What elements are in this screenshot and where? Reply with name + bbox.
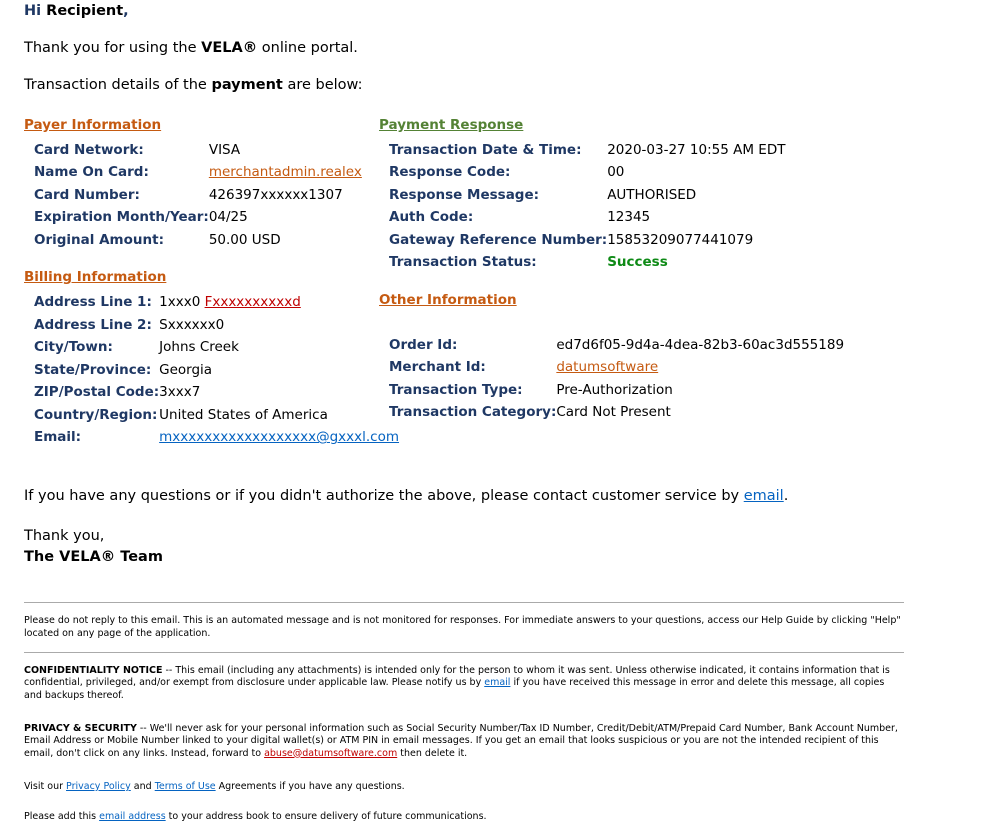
agreements-line xyxy=(24,769,904,793)
field-label: Auth Code: xyxy=(389,209,474,226)
field-label: Transaction Date & Time: xyxy=(389,141,582,158)
abuse-email-link[interactable]: abuse@datumsoftware.com xyxy=(264,747,398,759)
signoff-brand: VELA® xyxy=(59,549,116,566)
greeting-hi: Hi xyxy=(24,3,47,19)
confidentiality-email-link[interactable]: email xyxy=(484,677,511,689)
field-value: 12345 xyxy=(607,209,651,226)
intro-line-1 xyxy=(24,21,970,58)
field-label: Order Id: xyxy=(389,336,458,353)
table-row xyxy=(34,210,362,233)
field-label: Merchant Id: xyxy=(389,359,486,376)
field-label: City/Town: xyxy=(34,339,113,356)
table-row xyxy=(34,408,399,431)
greeting-line xyxy=(24,0,970,21)
table-row xyxy=(389,210,785,233)
field-value-link[interactable]: datumsoftware xyxy=(556,359,659,376)
table-row xyxy=(389,188,785,211)
field-label: Response Message: xyxy=(389,186,540,203)
table-row xyxy=(389,338,844,361)
billing-information-table xyxy=(34,295,399,453)
intro-post: online portal. xyxy=(257,39,358,56)
address-book-line xyxy=(24,799,904,823)
billing-information-heading: Billing Information xyxy=(24,269,167,286)
table-row xyxy=(34,233,362,256)
other-information-block xyxy=(379,292,970,428)
field-value: ed7d6f05-9d4a-4dea-82b3-60ac3d555189 xyxy=(556,336,845,353)
table-row xyxy=(34,385,399,408)
table-row xyxy=(389,255,785,278)
privacy-text-pre: -- We'll never ask for your personal information such as Social Security Number/Tax ID Number, Credit/Debit/ATM/Prepaid Card Number, Bank Account Number, Email Address or Mobile Number linked to your digital wallet(s) or ATM PIN in email messages. If you get an email that looks suspicious or you are not the intended recipient of this email, don't click on any links. Instead, forward to xyxy=(24,723,898,759)
brand-name: VELA® xyxy=(201,39,258,56)
field-label: Country/Region: xyxy=(34,406,158,423)
field-label: Transaction Category: xyxy=(389,404,557,421)
terms-of-use-link[interactable]: Terms of Use xyxy=(154,781,216,793)
table-row xyxy=(34,295,399,318)
signoff xyxy=(24,506,970,568)
table-row xyxy=(34,430,399,453)
details-columns xyxy=(24,117,970,453)
left-column xyxy=(24,116,400,453)
field-label: Expiration Month/Year: xyxy=(34,209,209,226)
table-row xyxy=(34,363,399,386)
intro-line-2 xyxy=(24,58,970,95)
payer-information-heading: Payer Information xyxy=(24,116,162,133)
field-value: AUTHORISED xyxy=(607,186,697,203)
greeting-comma: , xyxy=(123,3,129,19)
field-value: Johns Creek xyxy=(159,339,239,356)
addbook-pre: Please add this xyxy=(24,811,100,823)
field-value: 2020-03-27 10:55 AM EDT xyxy=(607,141,786,158)
field-label: State/Province: xyxy=(34,361,152,378)
closing-text-pre: If you have any questions or if you didn't authorize the above, please contact customer service by xyxy=(24,487,744,504)
table-row xyxy=(389,360,844,383)
table-row xyxy=(34,188,362,211)
table-row xyxy=(34,143,362,166)
signoff-line-1: Thank you, xyxy=(24,528,105,545)
table-row xyxy=(389,233,785,256)
signoff-post: Team xyxy=(115,549,163,566)
privacy-security-notice xyxy=(24,711,904,760)
address-street-token: Fxxxxxxxxxxd xyxy=(204,294,301,311)
field-value: 50.00 USD xyxy=(208,231,281,248)
greeting-recipient: Recipient xyxy=(46,3,124,19)
field-label: Name On Card: xyxy=(34,164,149,181)
confidentiality-text-pre: -- This email (including any attachments) is intended only for the person to whom it was sent. Unless otherwise indicated, it contains information that is confidential, privileged, and/or exempt from disclosure under applicable law. Please notify us by xyxy=(24,665,890,689)
table-row xyxy=(389,165,785,188)
field-value: VISA xyxy=(208,141,241,158)
transaction-post: are below: xyxy=(282,76,363,93)
field-label: Transaction Status: xyxy=(389,254,537,271)
spacer xyxy=(379,318,970,338)
field-label: Address Line 2: xyxy=(34,316,152,333)
field-label: Gateway Reference Number: xyxy=(389,231,608,248)
signoff-pre: The xyxy=(24,549,60,566)
field-value: 15853209077441079 xyxy=(607,231,754,248)
field-label: Response Code: xyxy=(389,164,511,181)
table-row xyxy=(34,165,362,188)
confidentiality-label: CONFIDENTIALITY NOTICE xyxy=(24,665,163,676)
payment-response-table xyxy=(389,143,785,278)
payment-response-heading: Payment Response xyxy=(379,116,524,133)
closing-text-post: . xyxy=(783,487,789,504)
field-value: 04/25 xyxy=(208,209,248,226)
customer-service-email-link[interactable]: email xyxy=(743,487,784,504)
field-value: 00 xyxy=(607,164,625,181)
table-row xyxy=(34,318,399,341)
table-row xyxy=(389,405,844,428)
automated-message-note: Please do not reply to this email. This is an automated message and is not monitored for responses. For immediate answers to your questions, access our Help Guide by clicking "Help" located on any page of the application. xyxy=(24,615,901,639)
intro-pre: Thank you for using the xyxy=(24,39,202,56)
visit-pre: Visit our xyxy=(24,781,67,793)
privacy-text-post: then delete it. xyxy=(397,747,468,759)
other-information-heading: Other Information xyxy=(379,291,517,308)
field-value: 1xxx0 Fxxxxxxxxxxd xyxy=(159,294,301,311)
email-address-link[interactable]: email address xyxy=(99,811,166,823)
field-value: 3xxx7 xyxy=(159,384,201,401)
table-row xyxy=(389,143,785,166)
field-label: Card Network: xyxy=(34,141,144,158)
field-value: 426397xxxxxx1307 xyxy=(208,186,343,203)
table-row xyxy=(389,383,844,406)
email-link[interactable]: mxxxxxxxxxxxxxxxxxx@gxxxl.com xyxy=(159,429,400,446)
field-value: Card Not Present xyxy=(556,404,671,421)
field-label: Card Number: xyxy=(34,186,140,203)
confidentiality-text-post: if you have received this message in error and delete this message, all copies and backups thereof. xyxy=(24,677,885,701)
visit-and: and xyxy=(130,781,155,793)
field-label: Email: xyxy=(34,429,82,446)
spacer xyxy=(24,702,970,711)
field-label: ZIP/Postal Code: xyxy=(34,384,160,401)
payment-word: payment xyxy=(211,76,283,93)
field-value-link[interactable]: merchantadmin.realex xyxy=(208,164,362,181)
privacy-label: PRIVACY & SECURITY xyxy=(24,723,137,735)
transaction-pre: Transaction details of the xyxy=(24,76,212,93)
billing-information-block xyxy=(24,269,400,453)
spacer xyxy=(24,760,970,769)
privacy-policy-link[interactable]: Privacy Policy xyxy=(66,781,131,793)
field-value: United States of America xyxy=(159,406,328,423)
payer-information-table xyxy=(34,143,362,256)
other-information-table xyxy=(389,338,844,428)
field-value: Sxxxxxx0 xyxy=(159,316,225,333)
addbook-post: to your address book to ensure delivery of future communications. xyxy=(165,811,487,823)
confidentiality-notice xyxy=(24,653,904,702)
visit-post: Agreements if you have any questions. xyxy=(215,781,405,793)
field-value: Georgia xyxy=(159,361,213,378)
customer-service-line xyxy=(24,453,970,507)
field-label: Address Line 1: xyxy=(34,294,152,311)
field-label: Original Amount: xyxy=(34,231,164,248)
field-label: Transaction Type: xyxy=(389,381,523,398)
table-row xyxy=(34,340,399,363)
status-badge: Success xyxy=(607,254,668,271)
field-value: Pre-Authorization xyxy=(556,381,673,398)
right-column xyxy=(379,117,970,428)
